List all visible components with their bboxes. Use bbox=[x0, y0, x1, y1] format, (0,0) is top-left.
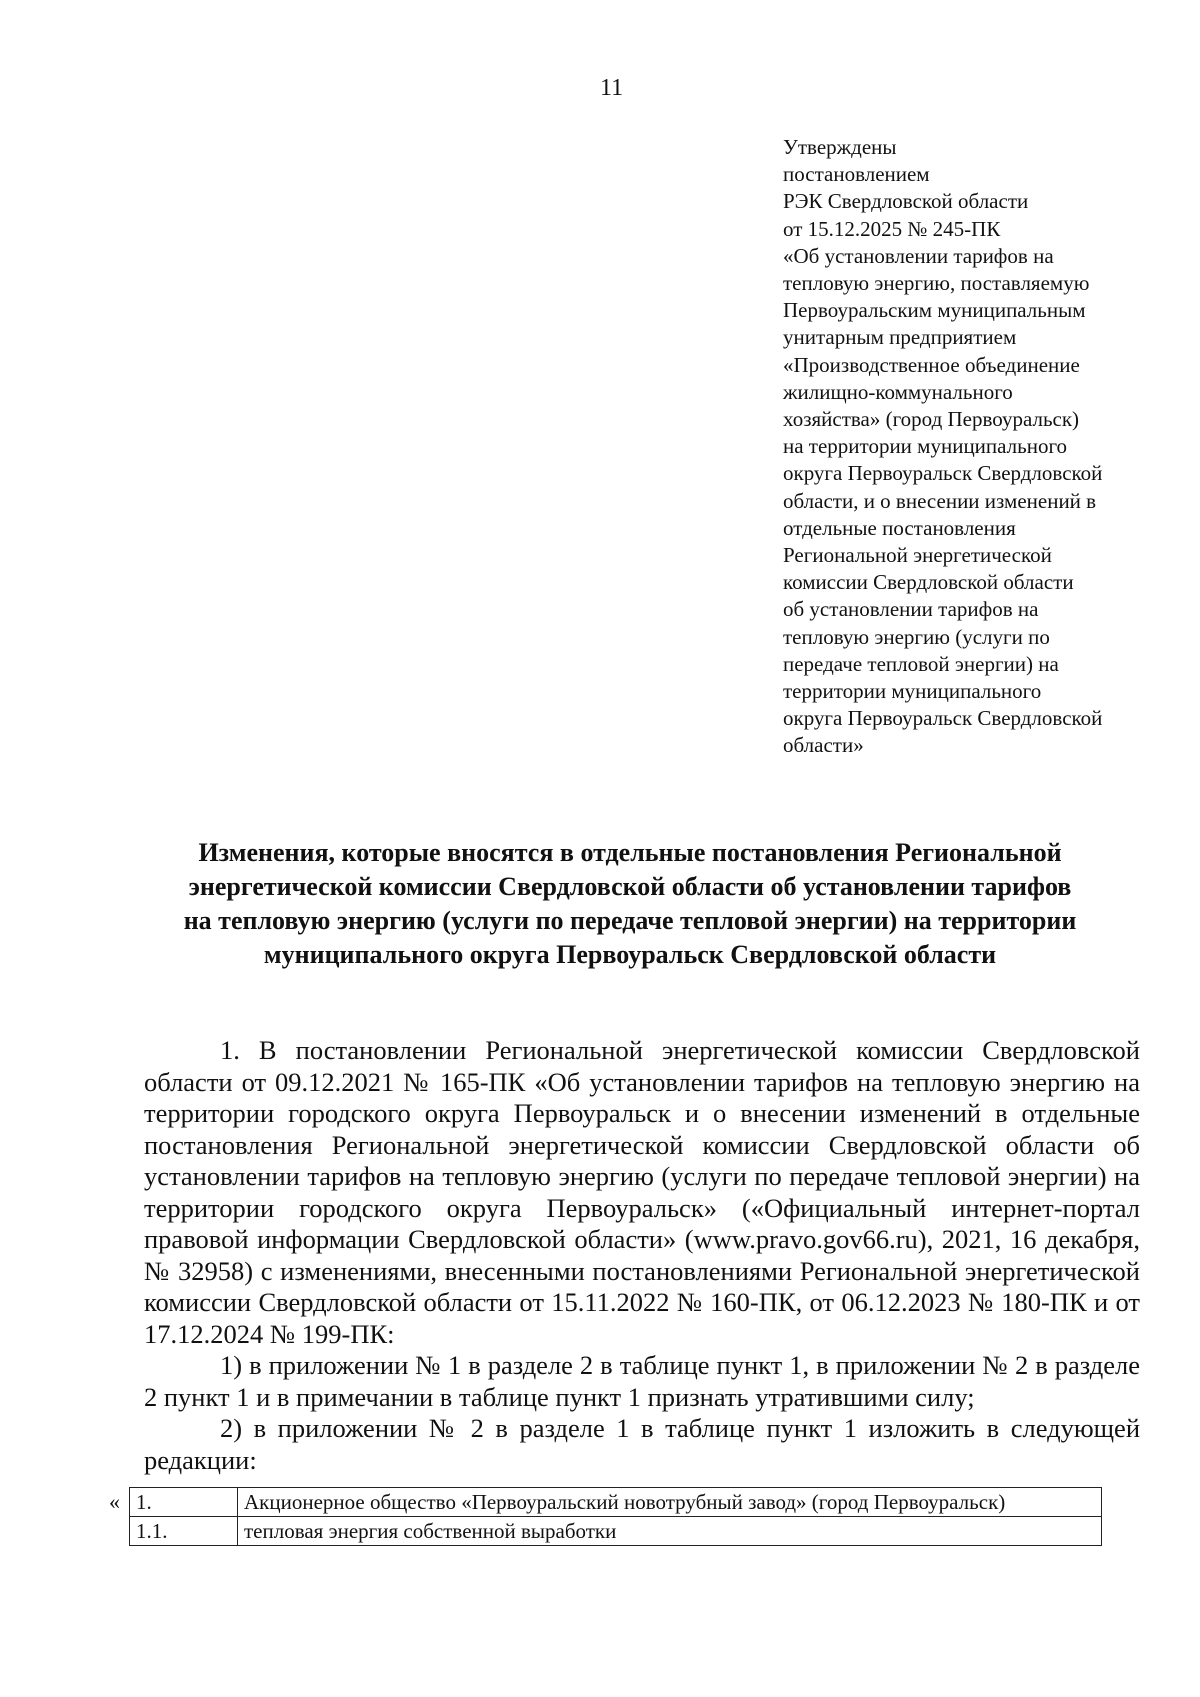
paragraph-item-2: 2) в приложении № 2 в разделе 1 в таблице пункт 1 изложить в следующей редакции: bbox=[144, 1413, 1140, 1475]
title-line: на тепловую энергию (услуги по передаче тепловой энергии) на территории bbox=[183, 906, 1077, 935]
approval-line: передаче тепловой энергии) на bbox=[783, 651, 1059, 676]
approval-line: тепловую энергию, поставляемую bbox=[783, 271, 1090, 296]
table-cell-text: тепловая энергия собственной выработки bbox=[238, 1517, 1102, 1546]
approval-line: «Производственное объединение bbox=[783, 352, 1080, 377]
approval-line: области» bbox=[783, 733, 864, 758]
document-body bbox=[144, 1035, 1140, 1476]
table-cell-text: Акционерное общество «Первоуральский новотрубный завод» (город Первоуральск) bbox=[238, 1488, 1102, 1517]
title-line: энергетической комиссии Свердловской области об установлении тарифов bbox=[188, 872, 1072, 901]
approval-block bbox=[783, 134, 1183, 760]
approval-line: об установлении тарифов на bbox=[783, 597, 1039, 622]
approval-line: Первоуральским муниципальным bbox=[783, 298, 1086, 323]
approval-line: Утверждены bbox=[783, 135, 897, 159]
approval-line: отдельные постановления bbox=[783, 515, 1016, 540]
approval-line: хозяйства» (город Первоуральск) bbox=[783, 407, 1080, 432]
approval-line: жилищно-коммунального bbox=[783, 379, 1013, 404]
title-line: муниципального округа Первоуральск Свердловской области bbox=[263, 940, 997, 969]
approval-line: унитарным предприятием bbox=[783, 325, 1017, 350]
table-row bbox=[130, 1517, 1102, 1546]
approval-line: на территории муниципального bbox=[783, 434, 1068, 459]
approval-line: комиссии Свердловской области bbox=[783, 570, 1074, 595]
title-line: Изменения, которые вносятся в отдельные постановления Региональной bbox=[198, 838, 1062, 867]
approval-line: области, и о внесении изменений в bbox=[783, 488, 1097, 513]
paragraph-1: 1. В постановлении Региональной энергетической комиссии Свердловской области от 09.12.2021 № 165-ПК «Об установлении тарифов на тепловую энергию на территории городского округа Первоуральск и о внесении изменений в отдельные постановления Региональной энергетической комиссии Свердловской области об установлении тарифов на тепловую энергию (услуги по передаче тепловой энергии) на территории городского округа Первоуральск» («Официальный интернет-портал правовой информации Свердловской области» (www.pravo.gov66.ru), 2021, 16 декабря, № 32958) с изменениями, внесенными постановлениями Региональной энергетической комиссии Свердловской области от 15.11.2022 № 160-ПК, от 06.12.2023 № 180-ПК и от 17.12.2024 № 199-ПК: bbox=[144, 1035, 1140, 1349]
paragraph-item-1: 1) в приложении № 1 в разделе 2 в таблице пункт 1, в приложении № 2 в разделе 2 пункт 1 и в примечании в таблице пункт 1 признать утратившими силу; bbox=[144, 1350, 1140, 1412]
table-row bbox=[130, 1488, 1102, 1517]
approval-line: «Об установлении тарифов на bbox=[783, 243, 1054, 268]
document-title bbox=[140, 836, 1120, 972]
approval-line: от 15.12.2025 № 245-ПК bbox=[783, 216, 1001, 241]
approval-line: РЭК Свердловской области bbox=[783, 189, 1029, 214]
approval-line: постановлением bbox=[783, 162, 930, 187]
table-cell-number: 1.1. bbox=[130, 1517, 238, 1546]
approval-line: территории муниципального bbox=[783, 679, 1042, 704]
approval-line: тепловую энергию (услуги по bbox=[783, 624, 1050, 649]
amendment-table bbox=[129, 1487, 1102, 1546]
approval-line: округа Первоуральск Свердловской bbox=[783, 461, 1103, 486]
table-cell-number: 1. bbox=[130, 1488, 238, 1517]
approval-line: округа Первоуральск Свердловской bbox=[783, 706, 1103, 731]
opening-quote: « bbox=[109, 1489, 120, 1514]
page-number: 11 bbox=[600, 75, 624, 101]
approval-line: Региональной энергетической bbox=[783, 543, 1052, 568]
